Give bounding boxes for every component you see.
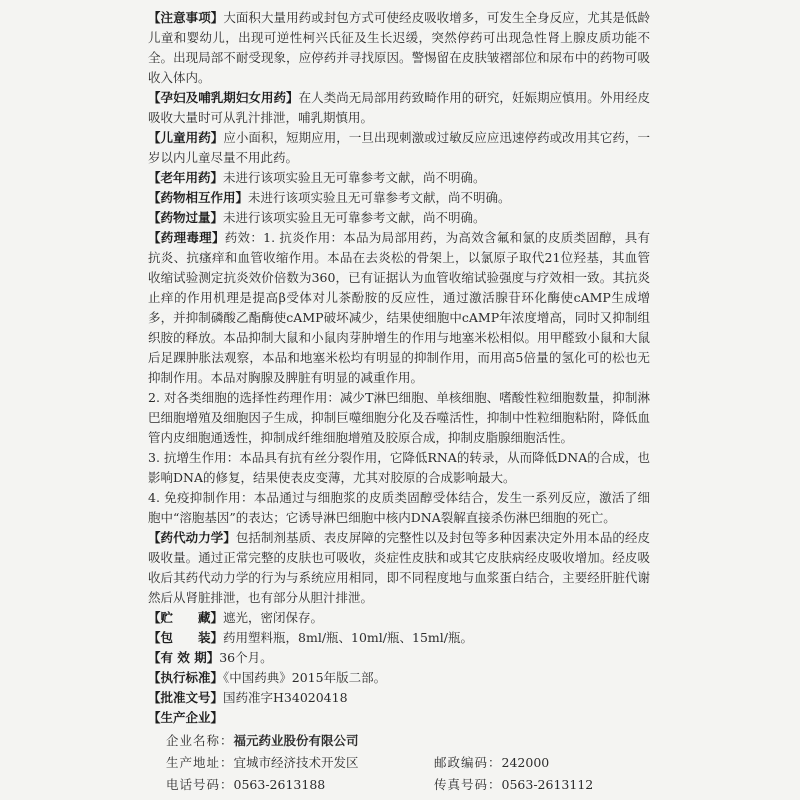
section-pharmacokinetics — [148, 528, 650, 608]
section-standard — [148, 668, 650, 688]
postcode-label: 邮政编码： — [434, 755, 502, 770]
section-overdose — [148, 208, 650, 228]
company-name-row — [148, 730, 650, 752]
manufacturer-info — [148, 730, 650, 796]
section-pharmacology — [148, 228, 650, 388]
section-label: 【注意事项】 — [148, 10, 224, 25]
address-value: 宜城市经济技术开发区 — [233, 755, 359, 770]
section-label: 【药理毒理】 — [148, 230, 225, 245]
section-text: 药效：1. 抗炎作用：本品为局部用药，为高效含氟和氯的皮质类固醇，具有抗炎、抗瘙痒和血管收缩作用。本品在去炎松的骨架上，以氯原子取代21位羟基，其血管收缩试验测定抗炎效价倍数为360，已有证据认为血管收缩试验强度与疗效相一致。其抗炎止痒的作用机理是提高β受体对儿茶酚胺的反应性，通过激活腺苷环化酶使cAMP生成增多，并抑制磷酸乙酯酶使cAMP破坏减少，结果使细胞中cAMP年浓度增高，同时又抑制组织胺的释放。本品抑制大鼠和小鼠肉芽肿增生的作用与地塞米松相似。用甲醛致小鼠和大鼠后足踝肿胀法观察，本品和地塞米松均有明显的抑制作用，而用高5倍量的氢化可的松也无抑制作用。本品对胸腺及脾脏有明显的减重作用。 — [148, 230, 650, 385]
section-manufacturer — [148, 708, 650, 728]
section-label: 【执行标准】 — [148, 670, 224, 685]
address-label: 生产地址： — [166, 755, 234, 770]
section-label: 【老年用药】 — [148, 170, 224, 185]
postcode-value: 242000 — [501, 755, 550, 770]
section-storage — [148, 608, 650, 628]
section-text: 包括制剂基质、表皮屏障的完整性以及封包等多种因素决定外用本品的经皮吸收量。通过正常完整的皮肤也可吸收，炎症性皮肤和或其它皮肤病经皮吸收增加。经皮吸收后其药代动力学的行为与系统应用相同，即不同程度地与血浆蛋白结合，主要经肝脏代谢然后从肾脏排泄，也有部分从胆汁排泄。 — [148, 530, 650, 605]
section-label: 【药物相互作用】 — [148, 190, 249, 205]
company-address-row — [148, 752, 650, 774]
company-name-label: 企业名称： — [166, 733, 234, 748]
section-label: 【包 装】 — [148, 630, 224, 645]
section-elderly — [148, 168, 650, 188]
section-children — [148, 128, 650, 168]
company-name: 福元药业股份有限公司 — [233, 733, 359, 748]
section-text: 药用塑料瓶，8ml/瓶、10ml/瓶、15ml/瓶。 — [223, 630, 473, 645]
section-label: 【药物过量】 — [148, 210, 224, 225]
section-label: 【孕妇及哺乳期妇女用药】 — [148, 90, 299, 105]
phone-label: 电话号码： — [166, 777, 234, 792]
section-label: 【药代动力学】 — [148, 530, 236, 545]
section-label: 【贮 藏】 — [148, 610, 224, 625]
section-text: 在人类尚无局部用药致畸作用的研究，妊娠期应慎用。外用经皮吸收大量时可从乳汁排泄，哺乳期慎用。 — [148, 90, 650, 125]
section-text: 4. 免疫抑制作用：本品通过与细胞浆的皮质类固醇受体结合，发生一系列反应，激活了细胞中“溶胞基因”的表达；它诱导淋巴细胞中核内DNA裂解直接杀伤淋巴细胞的死亡。 — [148, 490, 650, 525]
fax-value: 0563-2613112 — [501, 777, 594, 792]
section-approval — [148, 688, 650, 708]
section-package — [148, 628, 650, 648]
section-text: 应小面积，短期应用，一旦出现刺激或过敏反应应迅速停药或改用其它药，一岁以内儿童尽量不用此药。 — [148, 130, 650, 165]
fax-label: 传真号码： — [434, 777, 502, 792]
section-text: 大面积大量用药或封包方式可使经皮吸收增多，可发生全身反应，尤其是低龄儿童和婴幼儿，出现可逆性柯兴氏征及生长迟缓，突然停药可出现急性肾上腺皮质功能不全。出现局部不耐受现象，应停药并寻找原因。警惕留在皮肤皱褶部位和尿布中的药物可吸收入体内。 — [148, 10, 650, 85]
section-text: 36个月。 — [219, 650, 273, 665]
section-pharmacology-3 — [148, 448, 650, 488]
section-text: 《中国药典》2015年版二部。 — [223, 670, 387, 685]
section-text: 2. 对各类细胞的选择性药理作用：减少T淋巴细胞、单核细胞、嗜酸性粒细胞数量，抑制淋巴细胞增殖及细胞因子生成，抑制巨噬细胞分化及吞噬活性，抑制中性粒细胞粘附，降低血管内皮细胞通透性，抑制成纤维细胞增殖及胶原合成，抑制皮脂腺细胞活性。 — [148, 390, 650, 445]
section-label: 【生产企业】 — [148, 710, 224, 725]
section-text: 遮光，密闭保存。 — [223, 610, 324, 625]
section-text: 未进行该项实验且无可靠参考文献，尚不明确。 — [223, 170, 486, 185]
section-precautions — [148, 8, 650, 88]
section-text: 国药准字H34020418 — [223, 690, 348, 705]
section-text: 3. 抗增生作用：本品具有抗有丝分裂作用，它降低RNA的转录，从而降低DNA的合成，也影响DNA的修复，结果使表皮变薄，尤其对胶原的合成影响最大。 — [148, 450, 650, 485]
section-interactions — [148, 188, 650, 208]
section-text: 未进行该项实验且无可靠参考文献，尚不明确。 — [223, 210, 486, 225]
phone-value: 0563-2613188 — [233, 777, 326, 792]
section-text: 未进行该项实验且无可靠参考文献，尚不明确。 — [248, 190, 511, 205]
company-phone-row — [148, 774, 650, 796]
section-pharmacology-4 — [148, 488, 650, 528]
section-expiry — [148, 648, 650, 668]
section-pharmacology-2 — [148, 388, 650, 448]
section-label: 【批准文号】 — [148, 690, 224, 705]
section-label: 【有 效 期】 — [148, 650, 220, 665]
section-label: 【儿童用药】 — [148, 130, 224, 145]
section-pregnancy — [148, 88, 650, 128]
